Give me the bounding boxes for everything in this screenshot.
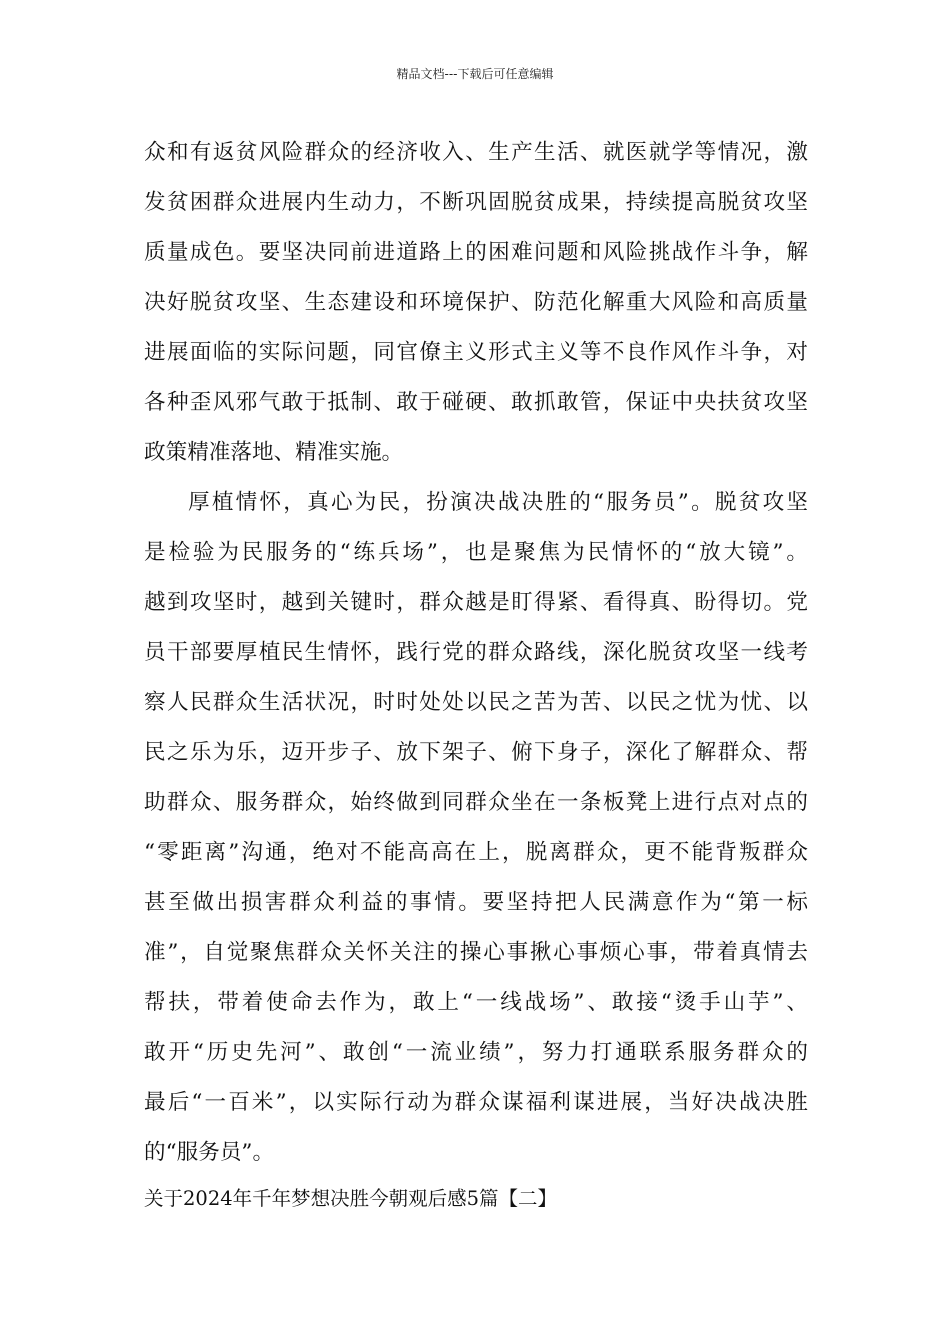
paragraph-line: 质量成色。要坚决同前进道路上的困难问题和风险挑战作斗争，解 — [144, 240, 808, 265]
paragraph-line: 帮扶，带着使命去作为，敢上“一线战场”、敢接“烫手山芋”、 — [144, 990, 808, 1015]
paragraph-line: 进展面临的实际问题，同官僚主义形式主义等不良作风作斗争，对 — [144, 340, 808, 365]
paragraph-line: 各种歪风邪气敢于抵制、敢于碰硬、敢抓敢管，保证中央扶贫攻坚 — [144, 390, 808, 415]
paragraph-line: 众和有返贫风险群众的经济收入、生产生活、就医就学等情况，激 — [144, 140, 808, 165]
paragraph-line: “零距离”沟通，绝对不能高高在上，脱离群众，更不能背叛群众 — [144, 840, 808, 865]
paragraph-line: 员干部要厚植民生情怀，践行党的群众路线，深化脱贫攻坚一线考 — [144, 640, 808, 665]
paragraph-line: 决好脱贫攻坚、生态建设和环境保护、防范化解重大风险和高质量 — [144, 290, 808, 315]
paragraph-line: 发贫困群众进展内生动力，不断巩固脱贫成果，持续提高脱贫攻坚 — [144, 190, 808, 215]
paragraph-line: 最后“一百米”，以实际行动为群众谋福利谋进展，当好决战决胜 — [144, 1090, 808, 1115]
paragraph-line: 厚植情怀，真心为民，扮演决战决胜的“服务员”。脱贫攻坚 — [188, 490, 808, 515]
paragraph-line: 敢开“历史先河”、敢创“一流业绩”，努力打通联系服务群众的 — [144, 1040, 808, 1065]
section-title: 关于2024年千年梦想决胜今朝观后感5篇【二】 — [144, 1187, 558, 1210]
paragraph-line: 的“服务员”。 — [144, 1140, 275, 1165]
paragraph-line: 助群众、服务群众，始终做到同群众坐在一条板凳上进行点对点的 — [144, 790, 808, 815]
page-header: 精品文档---下载后可任意编辑 — [396, 67, 554, 81]
paragraph-line: 越到攻坚时，越到关键时，群众越是盯得紧、看得真、盼得切。党 — [144, 590, 808, 615]
paragraph-line: 甚至做出损害群众利益的事情。要坚持把人民满意作为“第一标 — [144, 890, 808, 915]
paragraph-line: 政策精准落地、精准实施。 — [144, 440, 404, 465]
document-body — [144, 134, 808, 1184]
paragraph-line: 察人民群众生活状况，时时处处以民之苦为苦、以民之忧为忧、以 — [144, 690, 808, 715]
paragraph-line: 准”，自觉聚焦群众关怀关注的操心事揪心事烦心事，带着真情去 — [144, 940, 808, 965]
paragraph-line: 是检验为民服务的“练兵场”，也是聚焦为民情怀的“放大镜”。 — [144, 540, 808, 565]
paragraph-line: 民之乐为乐，迈开步子、放下架子、俯下身子，深化了解群众、帮 — [144, 740, 808, 765]
